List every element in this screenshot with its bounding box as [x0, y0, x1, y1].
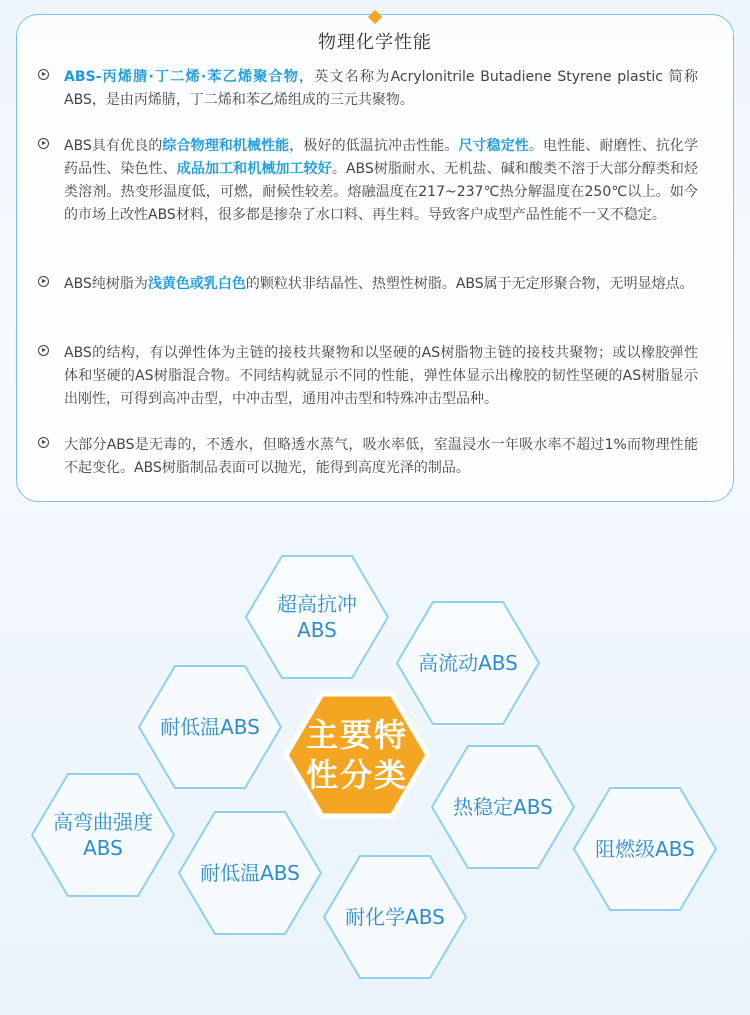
paragraph-text: [64, 135, 698, 227]
paragraph-text: [64, 434, 698, 480]
hex-center-label: 主要特 性分类: [305, 716, 408, 794]
body-text: ABS具有优良的: [64, 138, 163, 154]
arrow-bullet-icon: [38, 276, 49, 287]
body-text: ，英文名称为Acrylonitrile Butadiene Styrene plastic 简称ABS，是由丙烯腈，丁二烯和苯乙烯组成的三元共聚物。: [64, 69, 698, 108]
paragraph-text: [64, 342, 698, 411]
highlight-text: 综合物理和机械性能: [162, 138, 290, 154]
body-text: ABS纯树脂为: [64, 276, 148, 292]
hex-label: 高弯曲强度 ABS: [53, 810, 153, 860]
paragraph-5: [38, 434, 698, 480]
hex-label: 超高抗冲 ABS: [277, 592, 357, 642]
highlight-text: ABS-丙烯腈·丁二烯·苯乙烯聚合物: [64, 69, 299, 85]
body-text: ，极好的低温抗冲击性能。: [289, 138, 459, 154]
hex-item-low-temp-2: [175, 808, 325, 938]
arrow-bullet-icon: [38, 138, 49, 149]
arrow-bullet-icon: [38, 345, 49, 356]
arrow-bullet-icon: [38, 437, 49, 448]
body-text: ABS的结构，有以弹性体为主链的接枝共聚物和以坚硬的AS树脂物主链的接枝共聚物；或以橡胶弹性体和坚硬的AS树脂混合物。不同结构就显示不同的性能，弹性体显示出橡胶的韧性坚硬的AS树脂显示出刚性，可得到高冲击型，中冲击型，通用冲击型和特殊冲击型品种。: [64, 345, 698, 407]
section-heading: 物理化学性能: [318, 32, 432, 53]
hex-label: 高流动ABS: [418, 651, 518, 675]
body-text: 大部分ABS是无毒的，不透水，但略透水蒸气，吸水率低，室温浸水一年吸水率不超过1%而物理性能不起变化。ABS树脂制品表面可以抛光，能得到高度光泽的制品。: [64, 437, 698, 476]
hex-label: 耐低温ABS: [200, 861, 300, 885]
highlight-text: 尺寸稳定性: [458, 138, 529, 154]
body-text: 的颗粒状非结晶性、热塑性树脂。ABS属于无定形聚合物，无明显熔点。: [245, 276, 694, 292]
highlight-text: 浅黄色或乳白色: [147, 276, 246, 292]
highlight-text: 成品加工和机械加工较好: [176, 161, 332, 177]
hex-item-flexural: [28, 770, 178, 900]
paragraph-3: [38, 273, 698, 296]
body-text: 。ABS树脂耐水、无机盐、碱和酸类不溶于大部分醇类和烃类溶剂。热变形温度低，可燃，耐候性较差。熔融温度在217~237℃热分解温度在250℃以上。如今的市场上改性ABS材料，很多都是掺杂了水口料、再生料。导致客户成型产品性能不一又不稳定。: [64, 161, 699, 223]
hex-label: 耐化学ABS: [345, 905, 445, 929]
hex-item-flame-retardant: [570, 784, 720, 914]
hex-label: 阻燃级ABS: [595, 837, 695, 861]
body-text: 。电性能、耐磨性、抗化学药品性、染色性、: [64, 138, 699, 177]
paragraph-1: [38, 66, 698, 112]
paragraph-text: [64, 66, 698, 112]
arrow-bullet-icon: [38, 69, 49, 80]
paragraph-text: [64, 273, 698, 296]
hex-item-chemical: [320, 852, 470, 982]
hex-label: 耐低温ABS: [160, 715, 260, 739]
hex-item-high-flow: [393, 598, 543, 728]
hex-label: 热稳定ABS: [453, 795, 553, 819]
paragraph-2: [38, 135, 698, 227]
paragraph-4: [38, 342, 698, 411]
